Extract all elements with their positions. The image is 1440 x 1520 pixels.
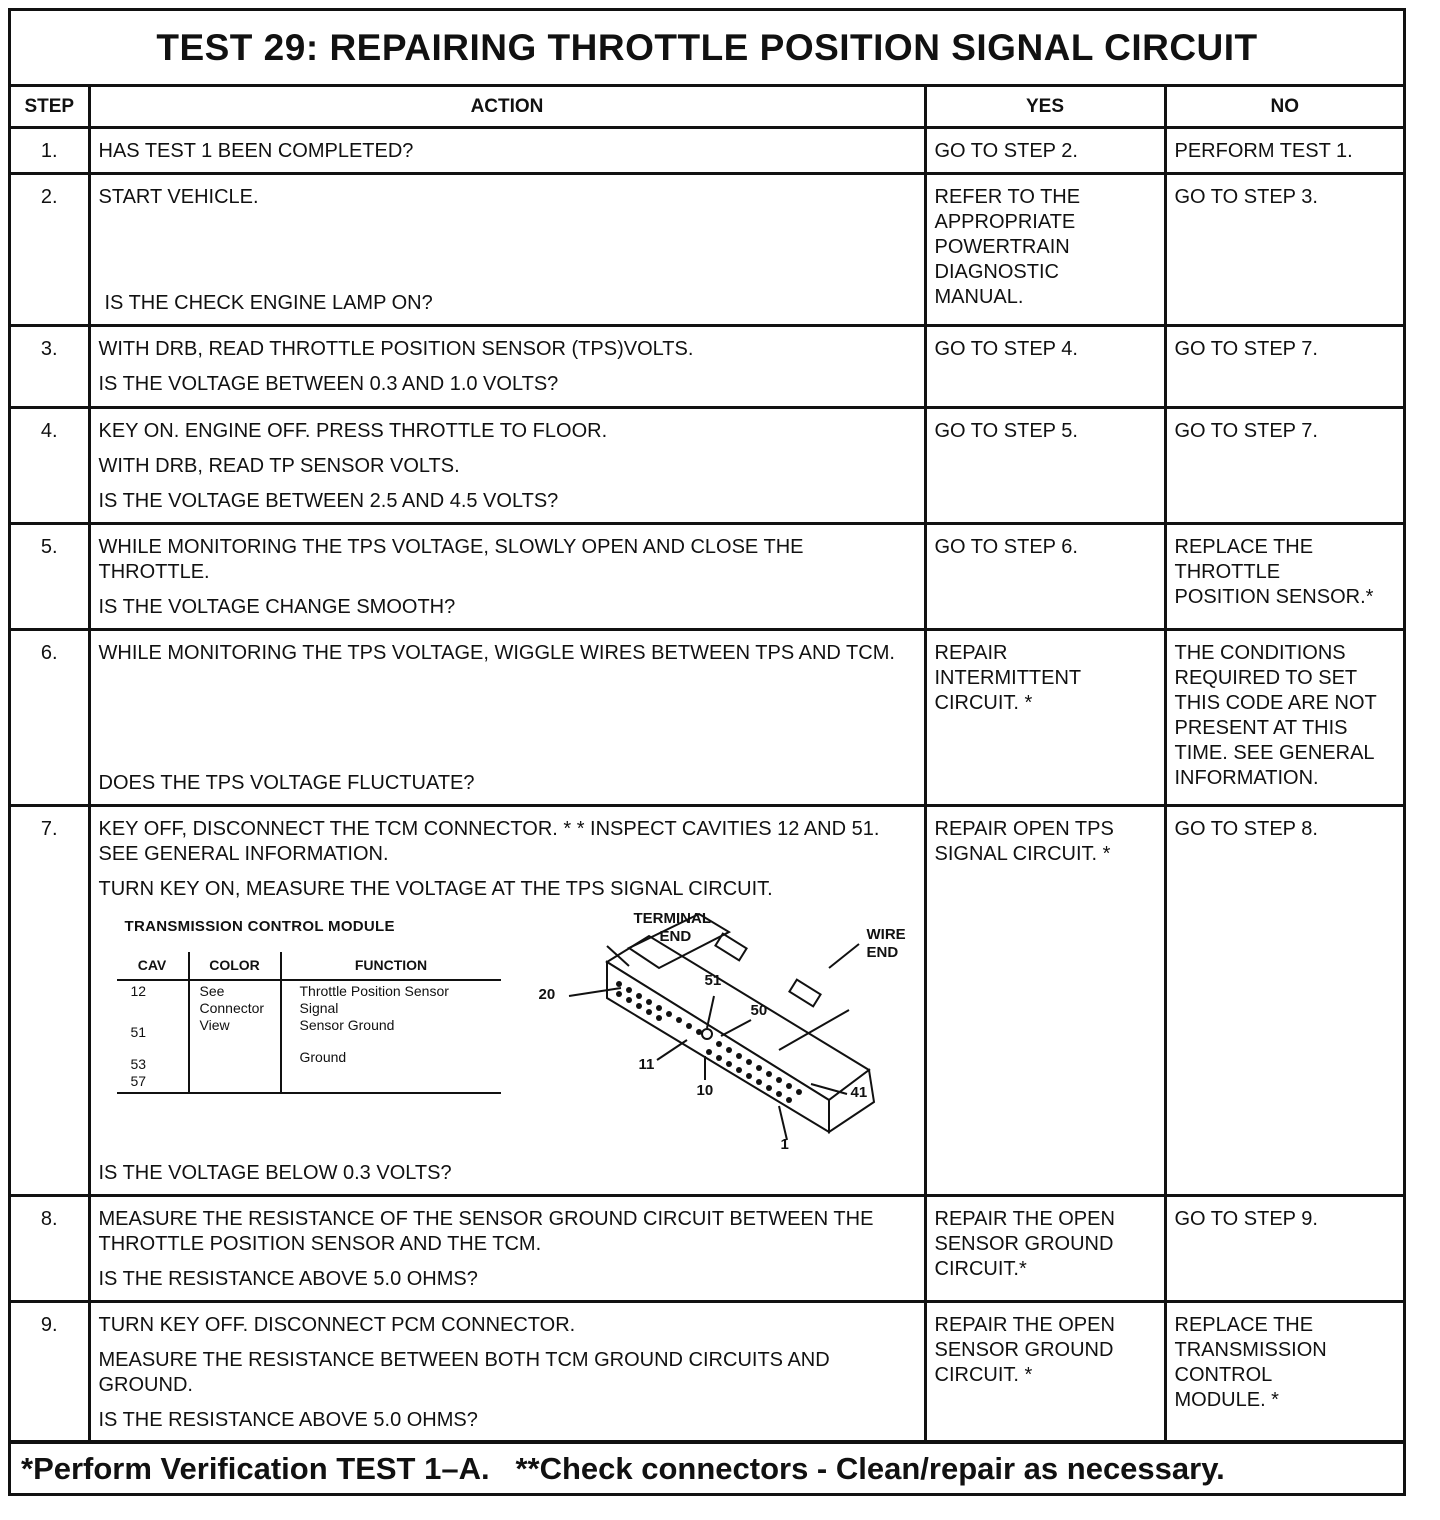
- yes-line: POWERTRAIN: [934, 235, 1070, 258]
- step-action: [89, 1301, 925, 1441]
- step-no: [1165, 407, 1403, 523]
- cav-value: 57: [130, 1072, 147, 1089]
- pin-1-label: 1: [780, 1135, 789, 1153]
- yes-line: INTERMITTENT: [934, 666, 1082, 689]
- cav-value: 53: [130, 1055, 147, 1072]
- step-number: 9.: [11, 1301, 89, 1441]
- no-line: PRESENT AT THIS: [1174, 716, 1348, 739]
- col-header-yes: YES: [925, 87, 1165, 127]
- yes-line: REPAIR OPEN TPS: [934, 817, 1114, 840]
- pin-10-label: 10: [696, 1081, 714, 1099]
- step-number: 4.: [11, 407, 89, 523]
- step-number: 5.: [11, 523, 89, 629]
- step-action: [89, 127, 925, 173]
- step-no: [1165, 1195, 1403, 1301]
- step-action: [89, 173, 925, 325]
- color-column: [189, 980, 281, 1093]
- action-question: IS THE RESISTANCE ABOVE 5.0 OHMS?: [98, 1267, 478, 1290]
- step-number: 6.: [11, 629, 89, 805]
- step-no: [1165, 523, 1403, 629]
- cav-value: 12: [130, 982, 147, 999]
- action-question: IS THE RESISTANCE ABOVE 5.0 OHMS?: [98, 1408, 478, 1431]
- no-line: THE CONDITIONS: [1174, 641, 1346, 664]
- col-header-no: NO: [1165, 87, 1403, 127]
- function-value: Signal: [299, 999, 339, 1016]
- yes-line: SENSOR GROUND: [934, 1338, 1114, 1361]
- yes-line: CIRCUIT. *: [934, 691, 1033, 714]
- action-line: KEY ON. ENGINE OFF. PRESS THROTTLE TO FLOOR.: [98, 419, 608, 442]
- note-spacer: [490, 1451, 516, 1487]
- verification-note: *Perform Verification TEST 1–A.: [21, 1450, 490, 1486]
- step-number: 8.: [11, 1195, 89, 1301]
- no-line: THROTTLE: [1174, 560, 1281, 583]
- yes-line: REPAIR: [934, 641, 1008, 664]
- yes-line: REPAIR THE OPEN: [934, 1207, 1115, 1230]
- table-row: [11, 523, 1403, 629]
- no-line: GO TO STEP 3.: [1174, 185, 1318, 208]
- step-yes: [925, 127, 1165, 173]
- step-action: [89, 325, 925, 407]
- module-title: TRANSMISSION CONTROL MODULE: [124, 917, 395, 935]
- action-line: TURN KEY OFF. DISCONNECT PCM CONNECTOR.: [98, 1313, 576, 1336]
- action-question: IS THE VOLTAGE BETWEEN 2.5 AND 4.5 VOLTS?: [98, 489, 559, 512]
- no-line: THIS CODE ARE NOT: [1174, 691, 1377, 714]
- yes-line: APPROPRIATE: [934, 210, 1076, 233]
- function-column: [281, 980, 501, 1093]
- action-line: WITH DRB, READ THROTTLE POSITION SENSOR (TPS)VOLTS.: [98, 337, 694, 360]
- color-value: See: [199, 982, 225, 999]
- cavity-table: [117, 952, 501, 1094]
- step-action: [89, 523, 925, 629]
- no-line: REQUIRED TO SET: [1174, 666, 1358, 689]
- pin-50-label: 50: [750, 1001, 768, 1019]
- step-no: [1165, 629, 1403, 805]
- step-action: [89, 407, 925, 523]
- step-action: [89, 805, 925, 1195]
- step-number: 3.: [11, 325, 89, 407]
- step-action: [89, 629, 925, 805]
- step-action: [89, 1195, 925, 1301]
- table-row: [11, 325, 1403, 407]
- step-yes: [925, 173, 1165, 325]
- yes-line: CIRCUIT. *: [934, 1363, 1033, 1386]
- cav-value: 51: [130, 1023, 147, 1040]
- header-row: [11, 87, 1403, 127]
- no-line: POSITION SENSOR.*: [1174, 585, 1374, 608]
- action-line: START VEHICLE.: [98, 185, 259, 208]
- step-yes: [925, 1301, 1165, 1441]
- label-line: END: [659, 927, 692, 945]
- wire-end-label: WIRE END: [866, 925, 906, 961]
- yes-line: CIRCUIT.*: [934, 1257, 1027, 1280]
- connector-drawing: [529, 910, 899, 1180]
- step-no: [1165, 127, 1403, 173]
- col-header-step: STEP: [11, 87, 89, 127]
- diagnostic-sheet: [8, 8, 1406, 1496]
- no-line: REPLACE THE: [1174, 1313, 1314, 1336]
- step-yes: [925, 805, 1165, 1195]
- no-line: GO TO STEP 7.: [1174, 419, 1318, 442]
- color-header: COLOR: [189, 952, 281, 980]
- action-question: IS THE CHECK ENGINE LAMP ON?: [104, 291, 433, 314]
- table-row: [11, 629, 1403, 805]
- step-yes: [925, 629, 1165, 805]
- table-row: [11, 805, 1403, 1195]
- col-header-action: ACTION: [89, 87, 925, 127]
- step-yes: [925, 1195, 1165, 1301]
- step-number: 7.: [11, 805, 89, 1195]
- action-line: TURN KEY ON, MEASURE THE VOLTAGE AT THE TPS SIGNAL CIRCUIT.: [98, 877, 773, 900]
- no-line: MODULE. *: [1174, 1388, 1279, 1411]
- yes-line: SENSOR GROUND: [934, 1232, 1114, 1255]
- no-line: TRANSMISSION: [1174, 1338, 1327, 1361]
- table-row: [11, 1195, 1403, 1301]
- action-line: MEASURE THE RESISTANCE OF THE SENSOR GROUND CIRCUIT BETWEEN THE THROTTLE POSITION SENSOR AND THE TCM.: [98, 1207, 874, 1255]
- action-question: DOES THE TPS VOLTAGE FLUCTUATE?: [98, 771, 475, 794]
- action-line: WHILE MONITORING THE TPS VOLTAGE, SLOWLY OPEN AND CLOSE THE THROTTLE.: [98, 535, 804, 583]
- action-question: IS THE VOLTAGE CHANGE SMOOTH?: [98, 595, 456, 618]
- no-line: REPLACE THE: [1174, 535, 1314, 558]
- no-line: INFORMATION.: [1174, 766, 1319, 789]
- action-line: WHILE MONITORING THE TPS VOLTAGE, WIGGLE WIRES BETWEEN TPS AND TCM.: [98, 641, 895, 664]
- table-row: [11, 127, 1403, 173]
- yes-line: DIAGNOSTIC: [934, 260, 1059, 283]
- yes-line: REPAIR THE OPEN: [934, 1313, 1115, 1336]
- step-no: [1165, 1301, 1403, 1441]
- terminal-end-label: [634, 910, 712, 946]
- function-header: FUNCTION: [281, 952, 501, 980]
- step-yes: [925, 407, 1165, 523]
- no-line: PERFORM TEST 1.: [1174, 139, 1353, 162]
- function-value: Ground: [299, 1048, 347, 1065]
- yes-line: GO TO STEP 5.: [934, 419, 1078, 442]
- steps-table: [11, 87, 1403, 1443]
- color-value: View: [199, 1016, 230, 1033]
- no-line: TIME. SEE GENERAL: [1174, 741, 1375, 764]
- table-row: [11, 407, 1403, 523]
- no-line: GO TO STEP 8.: [1174, 817, 1318, 840]
- no-line: CONTROL: [1174, 1363, 1273, 1386]
- label-line: TERMINAL: [633, 909, 711, 927]
- yes-line: REFER TO THE: [934, 185, 1081, 208]
- step-number: 2.: [11, 173, 89, 325]
- pin-51-label: 51: [704, 971, 722, 989]
- pin-11-label: 11: [638, 1055, 655, 1073]
- cav-header: CAV: [117, 952, 189, 980]
- action-line: HAS TEST 1 BEEN COMPLETED?: [98, 139, 414, 162]
- page-title: TEST 29: REPAIRING THROTTLE POSITION SIGNAL CIRCUIT: [11, 11, 1403, 87]
- yes-line: SIGNAL CIRCUIT. *: [934, 842, 1111, 865]
- footer-notes: [11, 1441, 1403, 1493]
- color-value: Connector: [199, 999, 265, 1016]
- step-no: [1165, 325, 1403, 407]
- action-question: IS THE VOLTAGE BELOW 0.3 VOLTS?: [98, 1161, 452, 1184]
- yes-line: GO TO STEP 6.: [934, 535, 1078, 558]
- cav-column: [117, 980, 189, 1093]
- action-line: WITH DRB, READ TP SENSOR VOLTS.: [98, 454, 460, 477]
- step-number: 1.: [11, 127, 89, 173]
- no-line: GO TO STEP 9.: [1174, 1207, 1318, 1230]
- table-row: [11, 173, 1403, 325]
- action-line: MEASURE THE RESISTANCE BETWEEN BOTH TCM GROUND CIRCUITS AND GROUND.: [98, 1348, 830, 1396]
- function-value: Throttle Position Sensor: [299, 982, 449, 999]
- function-value: Sensor Ground: [299, 1016, 395, 1033]
- connector-note: **Check connectors - Clean/repair as necessary.: [515, 1450, 1225, 1486]
- table-row: [11, 1301, 1403, 1441]
- no-line: GO TO STEP 7.: [1174, 337, 1318, 360]
- yes-line: GO TO STEP 4.: [934, 337, 1078, 360]
- action-question: IS THE VOLTAGE BETWEEN 0.3 AND 1.0 VOLTS?: [98, 372, 559, 395]
- step-no: [1165, 173, 1403, 325]
- pin-20-label: 20: [538, 985, 556, 1003]
- yes-line: MANUAL.: [934, 285, 1024, 308]
- step-yes: [925, 523, 1165, 629]
- action-line: KEY OFF, DISCONNECT THE TCM CONNECTOR. * * INSPECT CAVITIES 12 AND 51. SEE GENERAL INFORMATION.: [98, 817, 880, 865]
- pin-41-label: 41: [850, 1083, 868, 1101]
- step-no: [1165, 805, 1403, 1195]
- step-yes: [925, 325, 1165, 407]
- yes-line: GO TO STEP 2.: [934, 139, 1078, 162]
- tcm-connector-diagram: [99, 909, 906, 1180]
